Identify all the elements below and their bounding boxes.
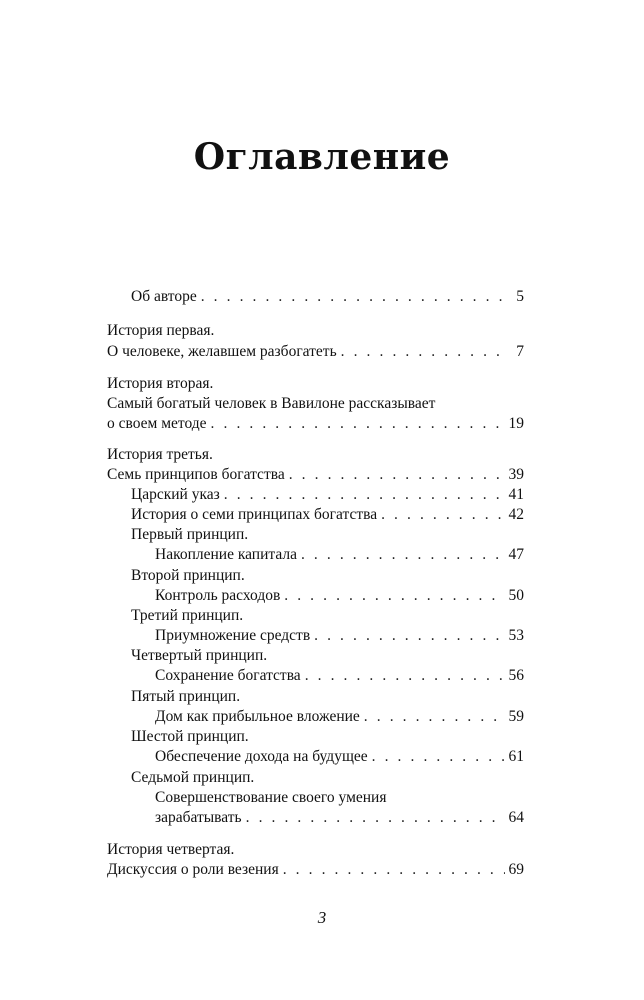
toc-entry-text: зарабатывать xyxy=(155,809,242,826)
toc-page-number: 53 xyxy=(508,627,524,644)
toc-heading-principle-7 xyxy=(131,768,254,788)
toc-entry-text: Обеспечение дохода на будущее xyxy=(155,748,368,765)
toc-page-number: 50 xyxy=(508,587,524,604)
toc-entry-principle-1[interactable] xyxy=(155,545,524,565)
toc-heading-story-3 xyxy=(107,445,213,465)
toc-entry-text: Царский указ xyxy=(131,486,220,503)
toc-entry-principle-4[interactable] xyxy=(155,666,524,686)
toc-dot-leader xyxy=(289,465,505,485)
toc-entry-principle-3[interactable] xyxy=(155,626,524,646)
toc-entry-about-author[interactable] xyxy=(131,287,524,307)
toc-entry-text: Седьмой принцип. xyxy=(131,769,255,786)
toc-page-number: 42 xyxy=(508,506,524,523)
toc-page-number: 19 xyxy=(508,415,524,432)
toc-page-number: 39 xyxy=(508,466,524,483)
toc-heading-principle-5 xyxy=(131,687,240,707)
toc-page-number: 47 xyxy=(508,546,524,563)
toc-page-number: 59 xyxy=(508,708,524,725)
toc-heading-principle-1 xyxy=(131,525,248,545)
toc-entry-story-2[interactable] xyxy=(107,414,524,434)
toc-entry-text: Семь принципов богатства xyxy=(107,466,285,483)
toc-dot-leader xyxy=(372,747,505,767)
toc-entry-text: Совершенствование своего умения xyxy=(155,789,387,806)
toc-entry-text: История вторая. xyxy=(107,375,214,392)
toc-dot-leader xyxy=(201,287,506,307)
toc-page-number: 56 xyxy=(508,667,524,684)
toc-dot-leader xyxy=(364,707,505,727)
toc-entry-text: Об авторе xyxy=(131,288,197,305)
page-number-folio: 3 xyxy=(317,908,327,927)
toc-dot-leader xyxy=(341,342,506,362)
toc-heading-principle-4 xyxy=(131,646,267,666)
toc-entry-text: Второй принцип. xyxy=(131,567,245,584)
toc-dot-leader xyxy=(301,545,505,565)
toc-page-number: 64 xyxy=(508,809,524,826)
toc-heading-principle-6 xyxy=(131,727,249,747)
toc-entry-principle-5[interactable] xyxy=(155,707,524,727)
toc-page-number: 69 xyxy=(508,861,524,878)
toc-dot-leader xyxy=(314,626,504,646)
toc-entry-text: Шестой принцип. xyxy=(131,728,249,745)
toc-entry-story-4[interactable] xyxy=(107,860,524,880)
toc-entry-text: о своем методе xyxy=(107,415,207,432)
toc-entry-text: Третий принцип. xyxy=(131,607,244,624)
toc-entry-text: Дискуссия о роли везения xyxy=(107,861,279,878)
toc-entry-text: История четвертая. xyxy=(107,841,235,858)
toc-entry-principle-2[interactable] xyxy=(155,586,524,606)
toc-page-number: 41 xyxy=(508,486,524,503)
toc-page-number: 61 xyxy=(508,748,524,765)
toc-entry-text: История о семи принципах богатства xyxy=(131,506,378,523)
toc-dot-leader xyxy=(224,485,505,505)
toc-entry-text: Дом как прибыльное вложение xyxy=(155,708,360,725)
toc-entry-text: Первый принцип. xyxy=(131,526,249,543)
toc-dot-leader xyxy=(284,586,504,606)
toc-entry-text: Контроль расходов xyxy=(155,587,281,604)
toc-entry-text: Самый богатый человек в Вавилоне рассказывает xyxy=(107,395,436,412)
toc-dot-leader xyxy=(283,860,505,880)
toc-dot-leader xyxy=(246,808,505,828)
toc-dot-leader xyxy=(211,414,505,434)
toc-entry-text: История первая. xyxy=(107,322,215,339)
toc-entry-text: История третья. xyxy=(107,446,213,463)
toc-entry-principle-7-line-1[interactable] xyxy=(155,788,386,808)
toc-heading-principle-3 xyxy=(131,606,243,626)
toc-entry-text: Приумножение средств xyxy=(155,627,311,644)
toc-entry-principle-7[interactable] xyxy=(155,808,524,828)
toc-entry-principle-6[interactable] xyxy=(155,747,524,767)
toc-entry-text: Четвертый принцип. xyxy=(131,647,268,664)
toc-heading-story-2 xyxy=(107,374,213,394)
toc-dot-leader xyxy=(381,505,504,525)
toc-entry-story-2-line-1[interactable] xyxy=(107,394,435,414)
toc-heading-story-4 xyxy=(107,840,234,860)
toc-heading-story-1 xyxy=(107,321,214,341)
toc-page-number: 7 xyxy=(516,343,524,360)
toc-page-number: 5 xyxy=(516,288,524,305)
toc-entry-story-1[interactable] xyxy=(107,342,524,362)
toc-entry-text: Пятый принцип. xyxy=(131,688,241,705)
toc-heading-principle-2 xyxy=(131,566,245,586)
toc-entry-text: Сохранение богатства xyxy=(155,667,301,684)
page-title: Оглавление xyxy=(193,136,451,178)
toc-entry-royal-decree[interactable] xyxy=(131,485,524,505)
toc-entry-story-of-seven-principles[interactable] xyxy=(131,505,524,525)
toc-entry-seven-principles[interactable] xyxy=(107,465,524,485)
toc-entry-text: О человеке, желавшем разбогатеть xyxy=(107,343,337,360)
toc-entry-text: Накопление капитала xyxy=(155,546,297,563)
toc-dot-leader xyxy=(305,666,505,686)
